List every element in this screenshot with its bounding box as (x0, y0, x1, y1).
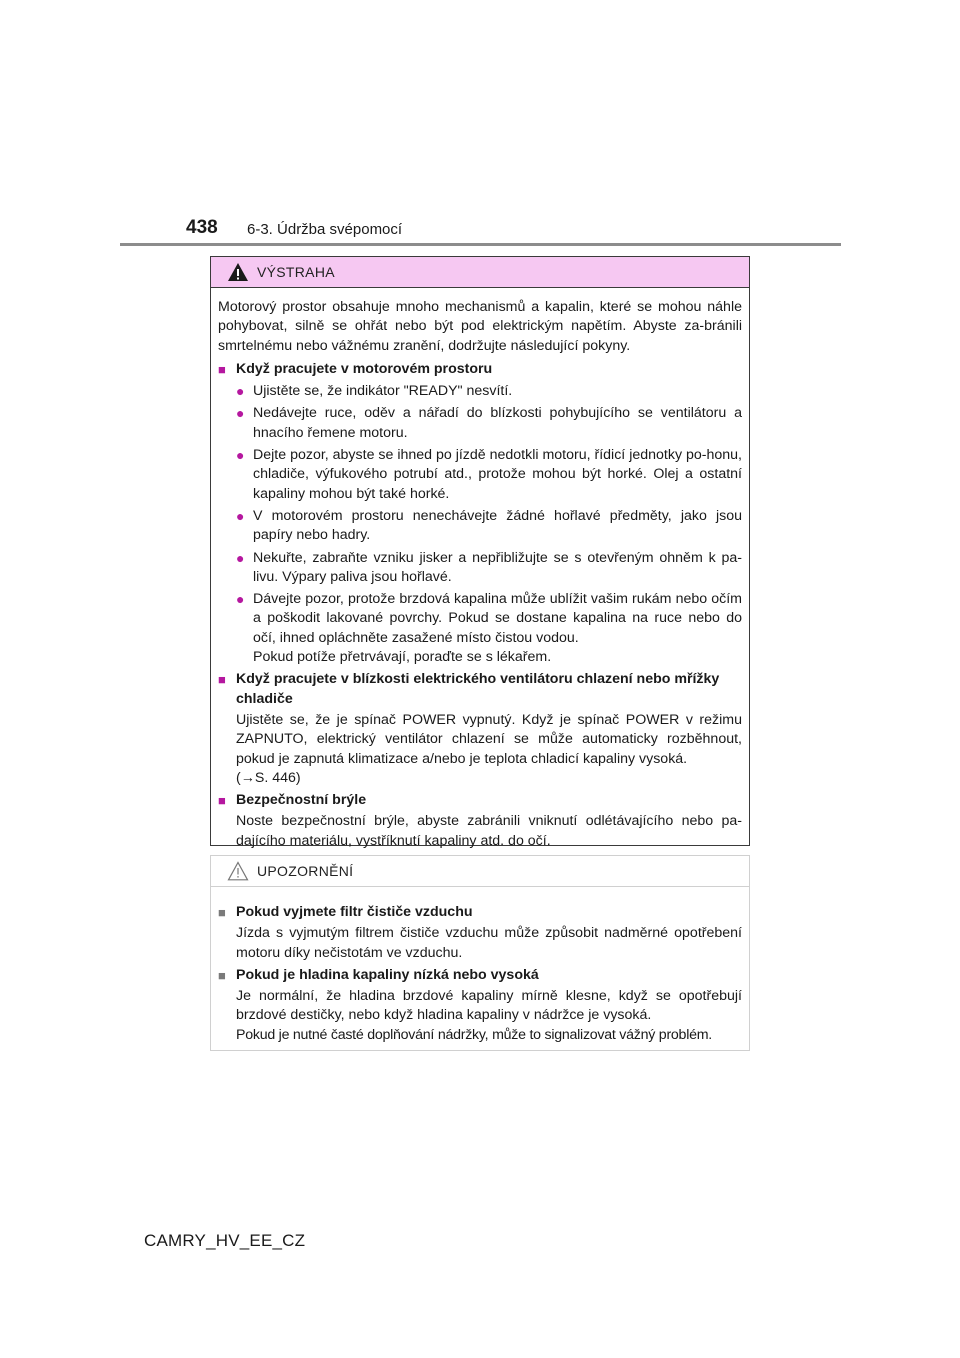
list-item-line: Pokud potíže přetrvávají, poraďte se s lékařem. (253, 649, 552, 666)
section-title-fan (218, 670, 742, 709)
caution-label: UPOZORNĚNÍ (257, 863, 354, 879)
list-item-text: Nedávejte ruce, oděv a nářadí do blízkosti pohybujícího se ventilátoru a hnacího řemene motoru. (253, 405, 742, 441)
circle-bullet-icon: ● (236, 447, 245, 464)
warning-intro: Motorový prostor obsahuje mnoho mechanismů a kapalin, které se mohou náhle pohybovat, silně se ohřát nebo být pod elektrickým napětím. Abyste za-bránili smrtelnému nebo vážnému zranění, dodržujte následující pokyny. (218, 299, 742, 354)
section-text-body: Je normální, že hladina brzdové kapaliny mírně klesne, když se opotřebují brzdové destičky, nebo když hladina kapaliny v nádržce je vysoká. (236, 988, 742, 1024)
square-bullet-icon: ■ (218, 905, 226, 920)
caution-box (210, 855, 750, 1051)
warning-section-engine (218, 360, 742, 667)
circle-bullet-icon: ● (236, 549, 245, 566)
circle-bullet-icon: ● (236, 591, 245, 608)
caution-triangle-outline-icon (227, 861, 249, 881)
list-item-text: V motorovém prostoru nenechávejte žádné hořlavé předměty, jako jsou papíry nebo hadry. (253, 507, 742, 544)
list-item (218, 507, 742, 546)
list-item-text: Dejte pozor, abyste se ihned po jízdě nedotkli motoru, řídicí jednotky po-honu, chladiče, výfukového potrubí atd., protože mohou být horké. Olej a ostatní kapaliny mohou být také horké. (253, 447, 742, 502)
section-heading: Když pracujete v motorovém prostoru (236, 360, 493, 377)
caution-section-fluid (218, 966, 742, 1045)
list-item (218, 590, 742, 667)
section-text (218, 711, 742, 788)
warning-triangle-filled-icon (227, 262, 249, 282)
square-bullet-icon: ■ (218, 672, 226, 688)
section-title-goggles (218, 791, 742, 810)
caution-section-filter (218, 903, 742, 963)
list-item-text (253, 590, 742, 667)
header-rule (120, 243, 841, 246)
caution-body (211, 887, 749, 1045)
list-item-text: Nekuřte, zabraňte vzniku jisker a nepřibližujte se s otevřeným ohněm k pa-livu. Výpary paliva jsou hořlavé. (253, 549, 742, 585)
caution-header (211, 856, 749, 887)
square-bullet-icon: ■ (218, 361, 226, 377)
section-heading: Když pracujete v blízkosti elektrického ventilátoru chlazení nebo mřížky chladiče (236, 671, 720, 707)
list-item-line: Dávejte pozor, protože brzdová kapalina může ublížit vašim rukám nebo očím a poškodit lakované povrchy. Pokud se dostane kapalina na ruce nebo do očí, ihned opláchněte zasažené místo čistou vodou. (253, 591, 742, 646)
circle-bullet-icon: ● (236, 405, 245, 422)
circle-bullet-icon: ● (236, 383, 245, 400)
list-item (218, 382, 742, 401)
section-title: 6-3. Údržba svépomocí (247, 221, 403, 238)
circle-bullet-icon: ● (236, 507, 245, 524)
section-heading: Pokud je hladina kapaliny nízká nebo vysoká (236, 966, 539, 983)
document-id: CAMRY_HV_EE_CZ (144, 1231, 306, 1250)
section-text-body: Ujistěte se, že je spínač POWER vypnutý. Když je spínač POWER v režimu ZAPNUTO, elektrický ventilátor chlazení se může automaticky rozběhnout, pokud je zapnutá klimatizace a/nebo je teplota chladicí kapaliny vysoká. (236, 711, 742, 767)
warning-section-fan (218, 670, 742, 788)
section-heading: Bezpečnostní brýle (236, 792, 367, 809)
section-text: Noste bezpečnostní brýle, abyste zabránili vniknutí odlétávajícího nebo pa-dajícího materiálu, vystříknutí kapaliny atd. do očí. (236, 813, 742, 849)
warning-section-goggles (218, 791, 742, 851)
section-text: Jízda s vyjmutým filtrem čističe vzduchu může způsobit nadměrné opotřebení motoru díky nečistotám ve vzduchu. (236, 925, 742, 961)
warning-box (210, 256, 750, 849)
section-text (218, 987, 742, 1045)
bullet-list (218, 382, 742, 667)
square-bullet-icon: ■ (218, 793, 226, 809)
list-item (218, 404, 742, 443)
list-item (218, 446, 742, 504)
section-title-filter (218, 903, 742, 922)
list-item-text: Ujistěte se, že indikátor "READY" nesvítí. (253, 383, 513, 400)
square-bullet-icon: ■ (218, 967, 226, 983)
section-heading: Pokud vyjmete filtr čističe vzduchu (236, 904, 473, 920)
warning-body (211, 288, 749, 851)
warning-header (211, 257, 749, 288)
page-reference: (→S. 446) (236, 769, 301, 786)
page-number: 438 (186, 217, 218, 238)
warning-label: VÝSTRAHA (257, 264, 335, 280)
section-title-fluid (218, 966, 742, 985)
section-text-body: Pokud je nutné časté doplňování nádržky, může to signalizovat vážný problém. (236, 1026, 713, 1043)
section-title-engine (218, 360, 742, 379)
list-item (218, 549, 742, 588)
